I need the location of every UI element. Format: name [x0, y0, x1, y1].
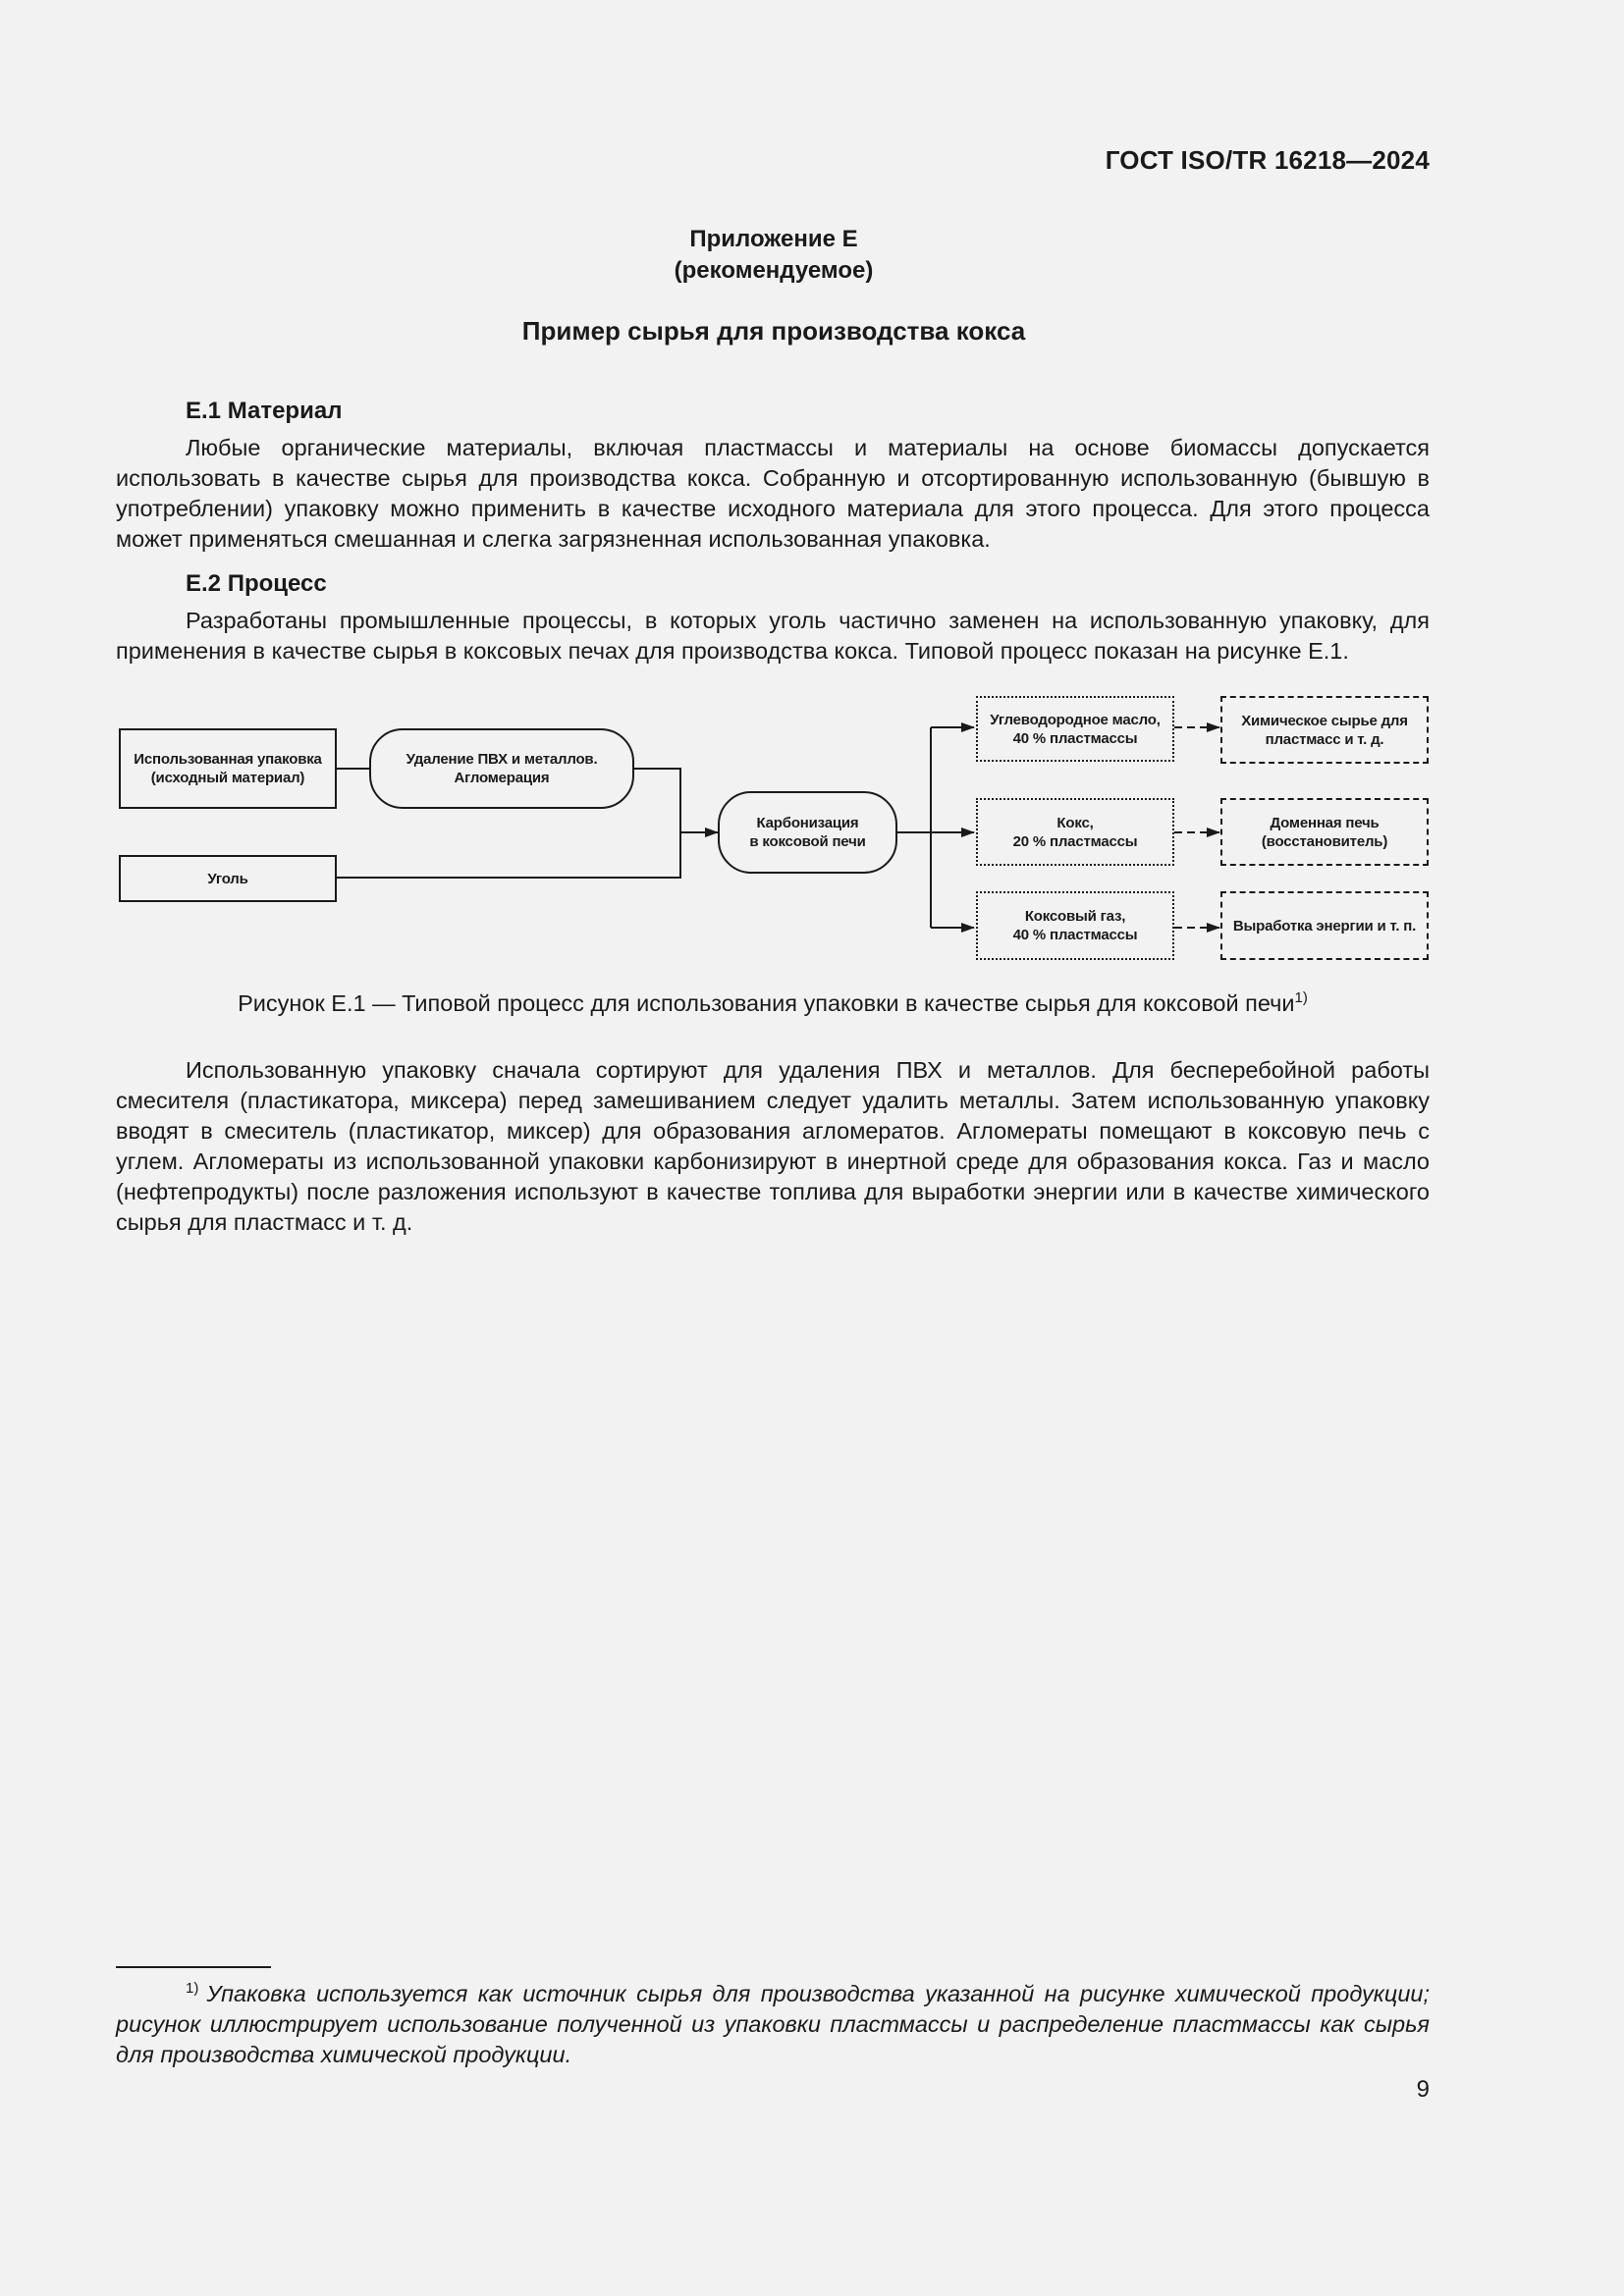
footnote: [116, 1973, 1430, 2070]
box-carbonization: [718, 791, 897, 874]
box-blast-furnace-line2: (восстановитель): [1261, 832, 1388, 850]
section-heading-e2: Е.2 Процесс: [186, 570, 327, 597]
box-energy-generation: [1220, 891, 1429, 960]
footnote-text: Упаковка используется как источник сырья для производства указанной на рисунке химической продукции; рисунок иллюстрирует использование полученной из упаковки пластмассы и распределение пластмассы как сырья для производства химической продукции.: [116, 1980, 1430, 2067]
connector-coal-merge: [337, 832, 680, 878]
footnote-separator: [116, 1966, 271, 1968]
box-chemical-feedstock-line2: пластмасс и т. д.: [1265, 730, 1384, 748]
box-coke-gas-line1: Коксовый газ,: [1024, 908, 1126, 925]
page-number: 9: [1416, 2076, 1430, 2103]
figure-caption: [116, 989, 1430, 1017]
box-pvc-removal-line1: Удаление ПВХ и металлов.: [406, 751, 598, 768]
section-text-e1: Любые органические материалы, включая пластмассы и материалы на основе биомассы допускается использовать в качестве сырья для производства кокса. Собранную и отсортированную использованную (бывшую в употреблении) упаковку можно применить в качестве исходного материала для этого процесса. Для этого процесса может применяться смешанная и слегка загрязненная использованная упаковка.: [116, 435, 1430, 552]
footnote-mark: 1): [186, 1980, 199, 1997]
box-used-packaging-line1: Использованная упаковка: [134, 751, 322, 768]
box-carbonization-line2: в коксовой печи: [749, 833, 866, 850]
section-text-e2: Разработаны промышленные процессы, в которых уголь частично заменен на использованную упаковку, для применения в качестве сырья в коксовых печах для производства кокса. Типовой процесс показан на рисунке Е.1.: [116, 608, 1430, 664]
box-coal: [119, 855, 337, 902]
box-energy-generation-line1: Выработка энергии и т. п.: [1232, 917, 1417, 934]
box-chemical-feedstock-line1: Химическое сырье для: [1241, 712, 1408, 729]
connector-removal-merge: [634, 769, 680, 832]
process-description: Использованную упаковку сначала сортируют для удаления ПВХ и металлов. Для бесперебойной работы смесителя (пластикатора, миксера) перед замешиванием следует удалить металлы. Затем использованную упаковку вводят в смеситель (пластикатор, миксер) для образования агломератов. Агломераты помещают в коксовую печь с углем. Агломераты из использованной упаковки карбонизируют в инертной среде для образования кокса. Газ и масло (нефтепродукты) после разложения используют в качестве топлива для выработки энергии или в качестве химического сырья для пластмасс и т. д.: [116, 1057, 1430, 1235]
box-blast-furnace: [1220, 798, 1429, 866]
annex-label: Приложение Е: [689, 226, 858, 252]
section-heading-e1: Е.1 Материал: [186, 398, 343, 424]
box-coke: [976, 798, 1174, 866]
box-coke-line2: 20 % пластмассы: [1012, 832, 1138, 850]
annex-heading: Пример сырья для производства кокса: [521, 316, 1026, 346]
box-hydrocarbon-oil: [976, 696, 1174, 762]
box-chemical-feedstock: [1220, 696, 1429, 764]
box-coke-line1: Кокс,: [1056, 814, 1094, 831]
box-coal-line1: Уголь: [207, 870, 248, 887]
box-used-packaging-line2: (исходный материал): [150, 770, 305, 786]
box-blast-furnace-line1: Доменная печь: [1270, 814, 1380, 831]
box-hydrocarbon-oil-line2: 40 % пластмассы: [1012, 729, 1138, 747]
figure-caption-footnote-mark: 1): [1294, 989, 1308, 1006]
box-pvc-removal-line2: Агломерация: [454, 770, 550, 786]
box-hydrocarbon-oil-line1: Углеводородное масло,: [990, 711, 1161, 728]
box-coke-gas-line2: 40 % пластмассы: [1012, 927, 1138, 943]
box-carbonization-line1: Карбонизация: [756, 815, 859, 831]
box-used-packaging: [119, 728, 337, 809]
box-coke-gas: [976, 891, 1174, 960]
box-pvc-removal: [369, 728, 634, 809]
document-id: ГОСТ ISO/TR 16218—2024: [1105, 145, 1430, 175]
figure-caption-text: Рисунок Е.1 — Типовой процесс для использования упаковки в качестве сырья для коксовой печи: [238, 989, 1295, 1016]
annex-status: (рекомендуемое): [674, 257, 874, 284]
annex-title: [116, 224, 1432, 287]
